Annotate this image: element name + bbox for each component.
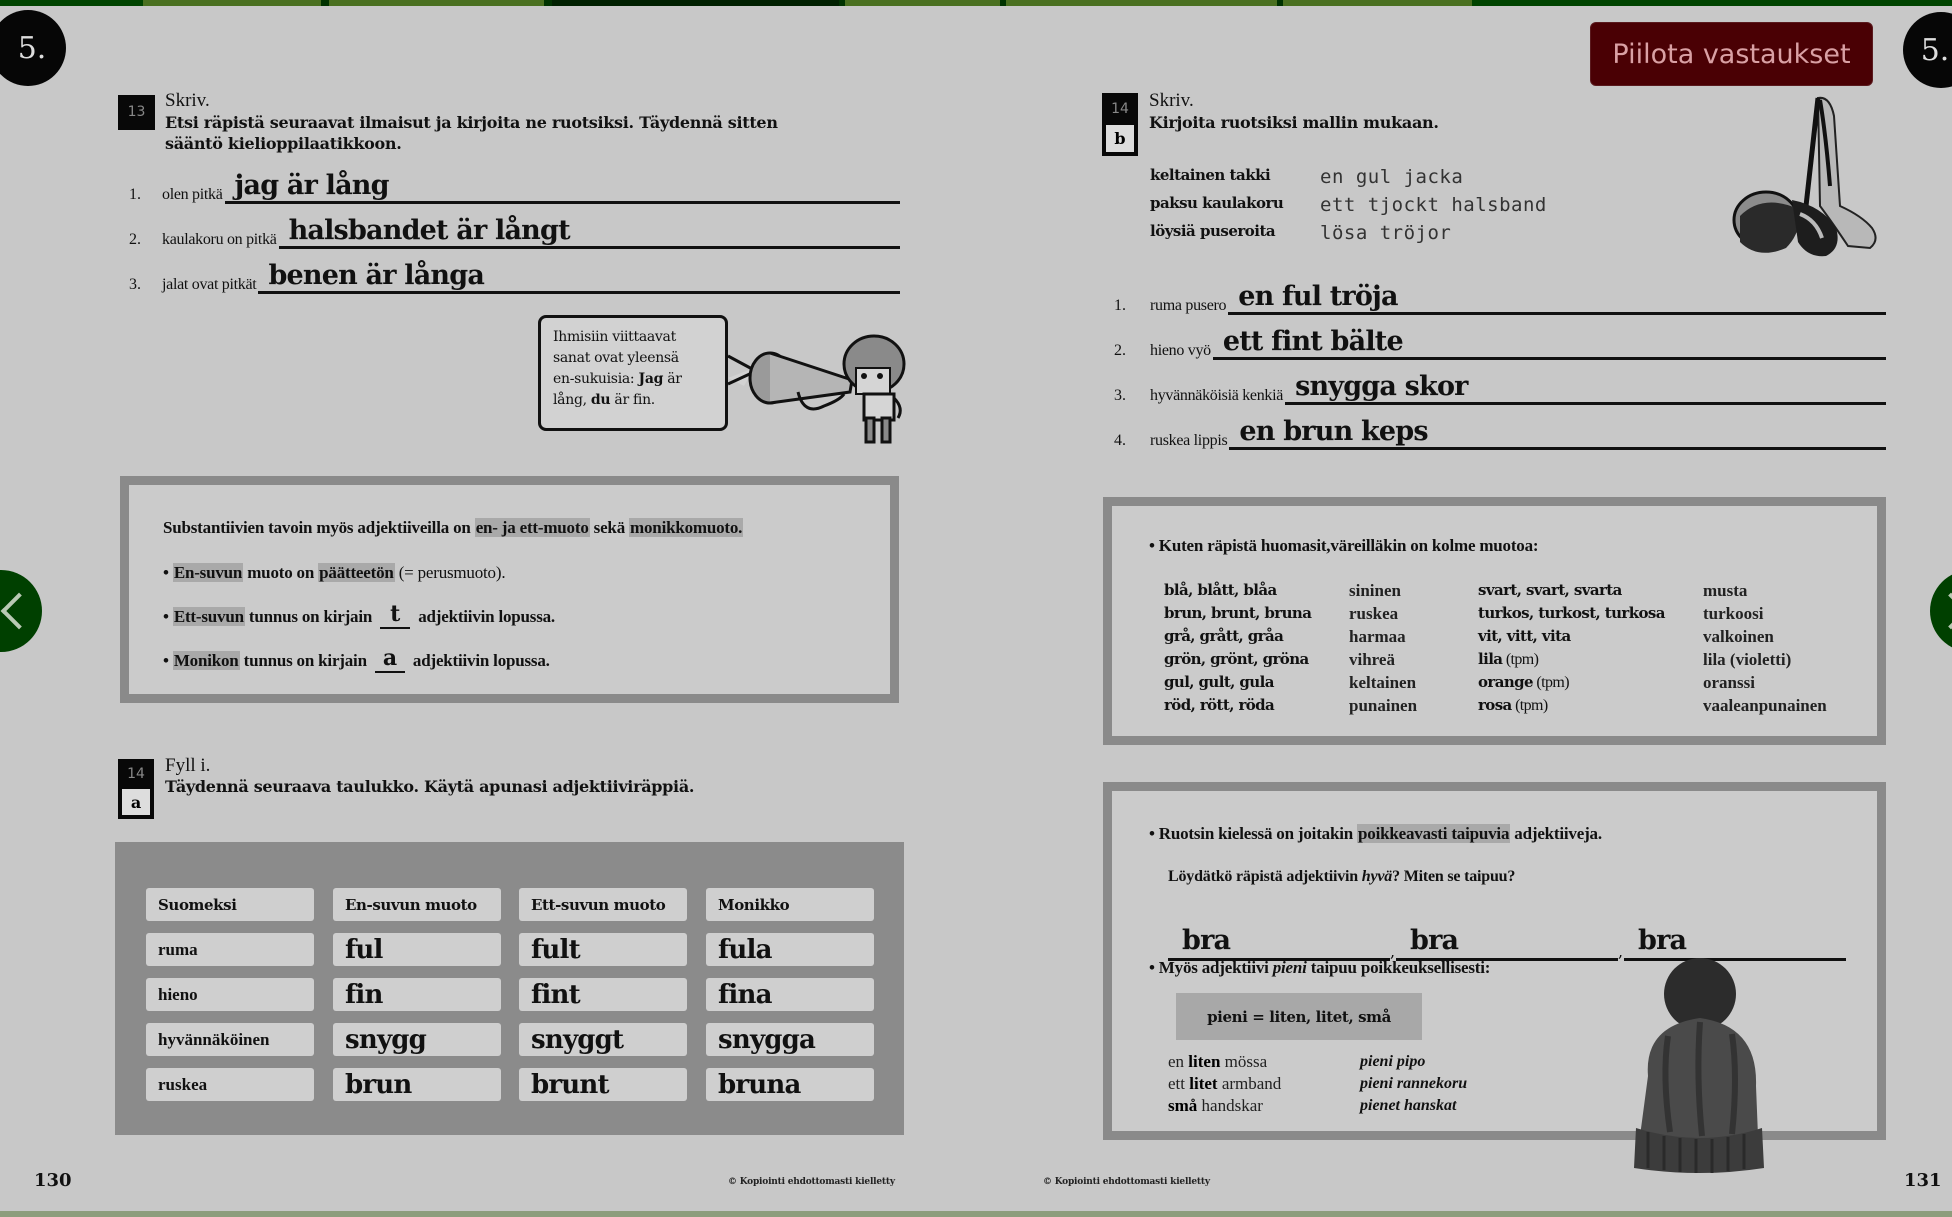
chapter-number: 5. [1920,32,1950,68]
exercise-title: Skriv. [165,90,210,111]
chapter-number: 5. [17,30,47,66]
progress-segment[interactable] [544,0,552,6]
example-row: en liten mössa pieni pipo [1168,1052,1426,1071]
exercise-instruction: Kirjoita ruotsiksi mallin mukaan. [1149,113,1439,132]
exercise-number: 14 [1111,101,1129,117]
exercise-number-badge [118,95,155,130]
progress-segment-current[interactable] [552,0,839,6]
table-answer-cell[interactable]: fult [519,933,687,966]
item-prompt: hyvännäköisiä kenkiä [1150,387,1284,404]
color-finnish: vaaleanpunainen [1703,696,1827,715]
chapter-badge-left [0,10,66,86]
example-swedish: ett tjockt halsband [1320,194,1547,216]
item-prompt: olen pitkä [162,186,223,203]
chapter-progress-bar [0,0,1952,6]
example-row [1150,222,1451,244]
highlight: En-suvun [173,563,243,582]
table-header: Monikko [706,888,874,921]
colors-list [1164,579,1863,717]
item-number: 1. [129,186,141,203]
highlight: Ett-suvun [173,607,244,626]
speech-bubble [538,315,728,431]
answer-row [129,210,900,249]
exercise-title: Skriv. [1149,90,1194,111]
progress-segment[interactable] [1006,0,1277,6]
table-answer-cell[interactable]: snyggt [519,1023,687,1056]
answer-text: t [390,601,401,627]
answer-field[interactable] [1228,276,1886,315]
item-number: 4. [1114,432,1126,449]
color-swedish: orange (tpm) [1478,673,1569,691]
previous-page-button[interactable] [0,570,42,652]
table-answer-cell[interactable]: brun [333,1068,501,1101]
pieni-examples [1168,1051,1467,1117]
item-number: 3. [1114,387,1126,404]
answer-field[interactable] [1229,411,1886,450]
table-answer-cell[interactable]: brunt [519,1068,687,1101]
hide-answers-button[interactable]: Piilota vastaukset [1590,22,1873,86]
color-swedish: lila (tpm) [1478,650,1539,668]
example-finnish: löysiä puseroita [1150,222,1276,240]
answer-text: bra [1638,925,1687,956]
color-swedish: grå, grått, gråa [1164,627,1284,645]
answer-text: en brun keps [1239,416,1428,447]
adjective-table [115,842,904,1135]
answer-text: a [382,645,397,671]
color-swedish: gul, gult, gula [1164,673,1274,691]
exercise-part: a [122,789,150,815]
table-header: Suomeksi [146,888,314,921]
color-finnish: musta [1703,581,1748,600]
irregular-intro: • Ruotsin kielessä on joitakin poikkeavasti taipuvia adjektiiveja. [1149,824,1602,843]
highlight: poikkeavasti taipuvia [1358,824,1510,843]
answer-field[interactable] [279,210,900,249]
bubble-text: lång, du är fin. [553,392,655,408]
color-finnish: sininen [1349,581,1401,600]
knit-hat-image [1618,956,1778,1174]
exercise-number: 13 [127,104,146,120]
next-page-button[interactable] [1930,570,1952,652]
example-finnish: keltainen takki [1150,166,1271,184]
grammar-bullet: • Monikon tunnus on kirjain a adjektiivin lopussa. [163,645,550,671]
exercise-instruction [165,112,905,154]
color-finnish: punainen [1349,696,1418,715]
progress-segment[interactable] [329,0,545,6]
answer-text: ett fint bälte [1222,326,1403,357]
item-prompt: kaulakoru on pitkä [162,231,277,248]
item-number: 2. [129,231,141,248]
answer-text: jag är lång [234,170,389,201]
table-answer-cell[interactable]: fula [706,933,874,966]
highlight: monikkomuoto. [630,518,743,537]
example-finnish: paksu kaulakoru [1150,194,1284,212]
table-header: En-suvun muoto [333,888,501,921]
bubble-text: sanat ovat yleensä [553,350,679,366]
grammar-bullet: • Ett-suvun tunnus on kirjain t adjektiivin lopussa. [163,601,555,627]
color-finnish: oranssi [1703,673,1755,692]
answer-row [1114,321,1886,360]
chapter-badge-right [1903,12,1952,88]
example-swedish: lösa tröjor [1320,222,1452,244]
bubble-text: Ihmisiin viittaavat [553,329,676,345]
table-answer-cell[interactable]: snygg [333,1023,501,1056]
chevron-right-icon [1933,593,1952,630]
colors-intro: • Kuten räpistä huomasit,väreilläkin on kolme muotoa: [1149,536,1539,555]
table-answer-cell[interactable]: snygga [706,1023,874,1056]
color-swedish: röd, rött, röda [1164,696,1275,714]
color-finnish: vihreä [1349,650,1395,669]
table-answer-cell[interactable]: fin [333,978,501,1011]
answer-text: en ful tröja [1238,281,1398,312]
copyright-notice: © Kopiointi ehdottomasti kielletty [728,1177,895,1187]
chevron-left-icon [1,593,38,630]
color-swedish: vit, vitt, vita [1478,627,1571,645]
bubble-text: en-sukuisia: Jag är [553,371,682,387]
pieni-intro: • Myös adjektiivi pieni taipuu poikkeuksellisesti: [1149,958,1491,977]
answer-field[interactable] [1213,321,1886,360]
grammar-bullet: • En-suvun muoto on päätteetön (= perusmuoto). [163,563,506,582]
color-swedish: blå, blått, blåa [1164,581,1277,599]
grammar-rule-box [120,476,899,703]
megaphone-character-illustration [724,320,906,446]
color-finnish: lila (violetti) [1703,650,1792,669]
hyva-question: Löydätkö räpistä adjektiivin hyvä? Miten se taipuu? [1168,868,1516,885]
example-swedish: en gul jacka [1320,166,1464,188]
answer-row [1114,366,1886,405]
progress-segment[interactable] [845,0,1001,6]
color-finnish: ruskea [1349,604,1399,623]
example-row [1150,194,1547,216]
item-number: 2. [1114,342,1126,359]
item-prompt: ruma pusero [1150,297,1227,314]
highlight: Monikon [173,651,239,670]
item-number: 3. [129,276,141,293]
exercise-part: b [1106,125,1134,152]
colors-info-box [1103,497,1886,745]
separator: , [1618,942,1624,961]
answer-text: snygga skor [1295,371,1468,402]
color-swedish: turkos, turkost, turkosa [1478,604,1665,622]
answer-field[interactable] [1285,366,1886,405]
color-finnish: turkoosi [1703,604,1764,623]
example-row: små handskar pienet hanskat [1168,1096,1457,1115]
color-finnish: keltainen [1349,673,1417,692]
table-answer-cell[interactable]: bruna [706,1068,874,1101]
answer-row [129,255,900,294]
progress-segment[interactable] [321,0,329,6]
progress-segment[interactable] [1283,0,1472,6]
table-answer-cell[interactable]: ful [333,933,501,966]
item-number: 1. [1114,297,1126,314]
item-prompt: jalat ovat pitkät [162,276,257,293]
answer-field[interactable] [225,165,900,204]
answer-field[interactable] [258,255,900,294]
table-header: Ett-suvun muoto [519,888,687,921]
answer-text: bra [1182,925,1231,956]
answer-text: halsbandet är långt [288,215,570,246]
pieni-rule: pieni = liten, litet, små [1176,993,1422,1040]
color-finnish: valkoinen [1703,627,1774,646]
answer-text: benen är långa [268,260,485,291]
item-prompt: hieno vyö [1150,342,1211,359]
color-swedish: svart, svart, svarta [1478,581,1622,599]
separator: , [1390,942,1396,961]
instruction-line: sääntö kielioppilaatikkoon. [165,134,402,153]
color-swedish: rosa (tpm) [1478,696,1548,714]
example-row [1150,166,1463,188]
instruction-line: Etsi räpistä seuraavat ilmaisut ja kirjoita ne ruotsiksi. Täydennä sitten [165,113,778,132]
exercise-instruction: Täydennä seuraava taulukko. Käytä apunasi adjektiiviräppiä. [165,777,695,796]
progress-segment[interactable] [143,0,321,6]
table-cell: hyvännäköinen [146,1023,314,1056]
color-swedish: grön, grönt, gröna [1164,650,1309,668]
progress-segment[interactable] [0,0,143,6]
color-swedish: brun, brunt, bruna [1164,604,1312,622]
answer-blank[interactable] [375,645,405,673]
exercise-number-badge [118,759,154,819]
answer-text: bra [1410,925,1459,956]
example-row: ett litet armband pieni rannekoru [1168,1074,1468,1093]
highlight: en- ja ett-muoto [475,518,589,537]
progress-segment[interactable] [1472,0,1952,6]
page-number-left: 130 [34,1170,72,1191]
copyright-notice: © Kopiointi ehdottomasti kielletty [1043,1177,1210,1187]
grammar-intro: Substantiivien tavoin myös adjektiiveilla on en- ja ett-muoto sekä monikkomuoto. [163,518,743,537]
bottom-bar [0,1211,1952,1217]
exercise-title: Fyll i. [165,755,211,776]
exercise-number: 14 [127,766,145,782]
table-answer-cell[interactable]: fina [706,978,874,1011]
highlight: päätteetön [319,563,394,582]
answer-field[interactable] [1168,922,1390,961]
answer-field[interactable] [1396,922,1618,961]
high-heel-shoe-image [1722,96,1898,268]
table-answer-cell[interactable]: fint [519,978,687,1011]
answer-row [1114,276,1886,315]
exercise-number-badge [1102,93,1138,156]
table-cell: ruskea [146,1068,314,1101]
answer-row [129,165,900,204]
table-cell: hieno [146,978,314,1011]
color-finnish: harmaa [1349,627,1406,646]
answer-blank[interactable] [380,601,410,629]
answer-row [1114,411,1886,450]
table-cell: ruma [146,933,314,966]
item-prompt: ruskea lippis [1150,432,1228,449]
page-number-right: 131 [1904,1170,1942,1191]
